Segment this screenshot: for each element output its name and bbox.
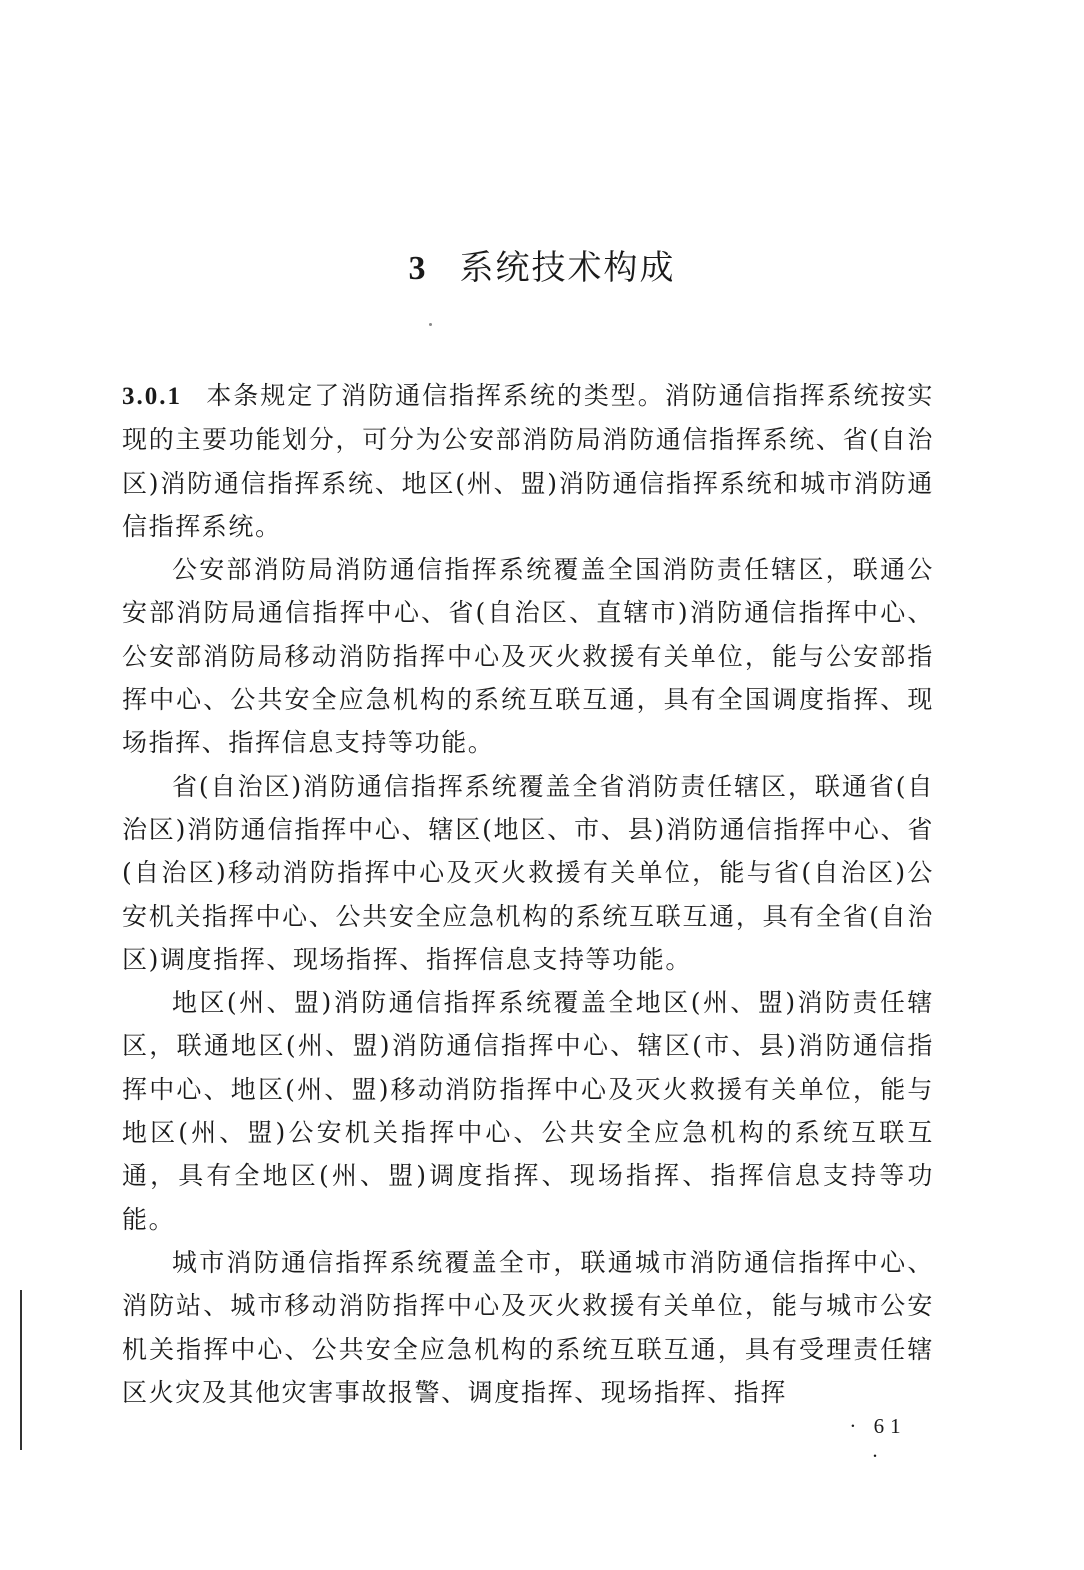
clause-number: 3.0.1 bbox=[122, 383, 182, 410]
paragraph-1 bbox=[122, 374, 934, 548]
page-number: · 61 · bbox=[849, 1414, 907, 1468]
body-text bbox=[122, 374, 934, 1414]
paragraph-2: 公安部消防局消防通信指挥系统覆盖全国消防责任辖区，联通公安部消防局通信指挥中心、省(自治区、直辖市)消防通信指挥中心、公安部消防局移动消防指挥中心及灭火救援有关单位，能与公安部指挥中心、公共安全应急机构的系统互联互通，具有全国调度指挥、现场指挥、指挥信息支持等功能。 bbox=[122, 555, 934, 758]
margin-rule bbox=[20, 1290, 22, 1450]
paragraph-5: 城市消防通信指挥系统覆盖全市，联通城市消防通信指挥中心、消防站、城市移动消防指挥中心及灭火救援有关单位，能与城市公安机关指挥中心、公共安全应急机构的系统互联互通，具有受理责任辖区火灾及其他灾害事故报警、调度指挥、现场指挥、指挥 bbox=[122, 1247, 934, 1407]
paragraph-1-text: 本条规定了消防通信指挥系统的类型。消防通信指挥系统按实现的主要功能划分，可分为公安部消防局消防通信指挥系统、省(自治区)消防通信指挥系统、地区(州、盟)消防通信指挥系统和城市消防通信指挥系统。 bbox=[122, 381, 934, 541]
chapter-number: 3 bbox=[408, 250, 428, 287]
paragraph-4: 地区(州、盟)消防通信指挥系统覆盖全地区(州、盟)消防责任辖区，联通地区(州、盟)消防通信指挥中心、辖区(市、县)消防通信指挥中心、地区(州、盟)移动消防指挥中心及灭火救援有关单位，能与地区(州、盟)公安机关指挥中心、公共安全应急机构的系统互联互通，具有全地区(州、盟)调度指挥、现场指挥、指挥信息支持等功能。 bbox=[122, 988, 934, 1234]
paragraph-3: 省(自治区)消防通信指挥系统覆盖全省消防责任辖区，联通省(自治区)消防通信指挥中心、辖区(地区、市、县)消防通信指挥中心、省(自治区)移动消防指挥中心及灭火救援有关单位，能与省(自治区)公安机关指挥中心、公共安全应急机构的系统互联互通，具有全省(自治区)调度指挥、现场指挥、指挥信息支持等功能。 bbox=[122, 771, 934, 974]
scan-speck bbox=[429, 323, 432, 326]
chapter-heading bbox=[0, 243, 1084, 294]
chapter-title: 系统技术构成 bbox=[459, 248, 676, 288]
